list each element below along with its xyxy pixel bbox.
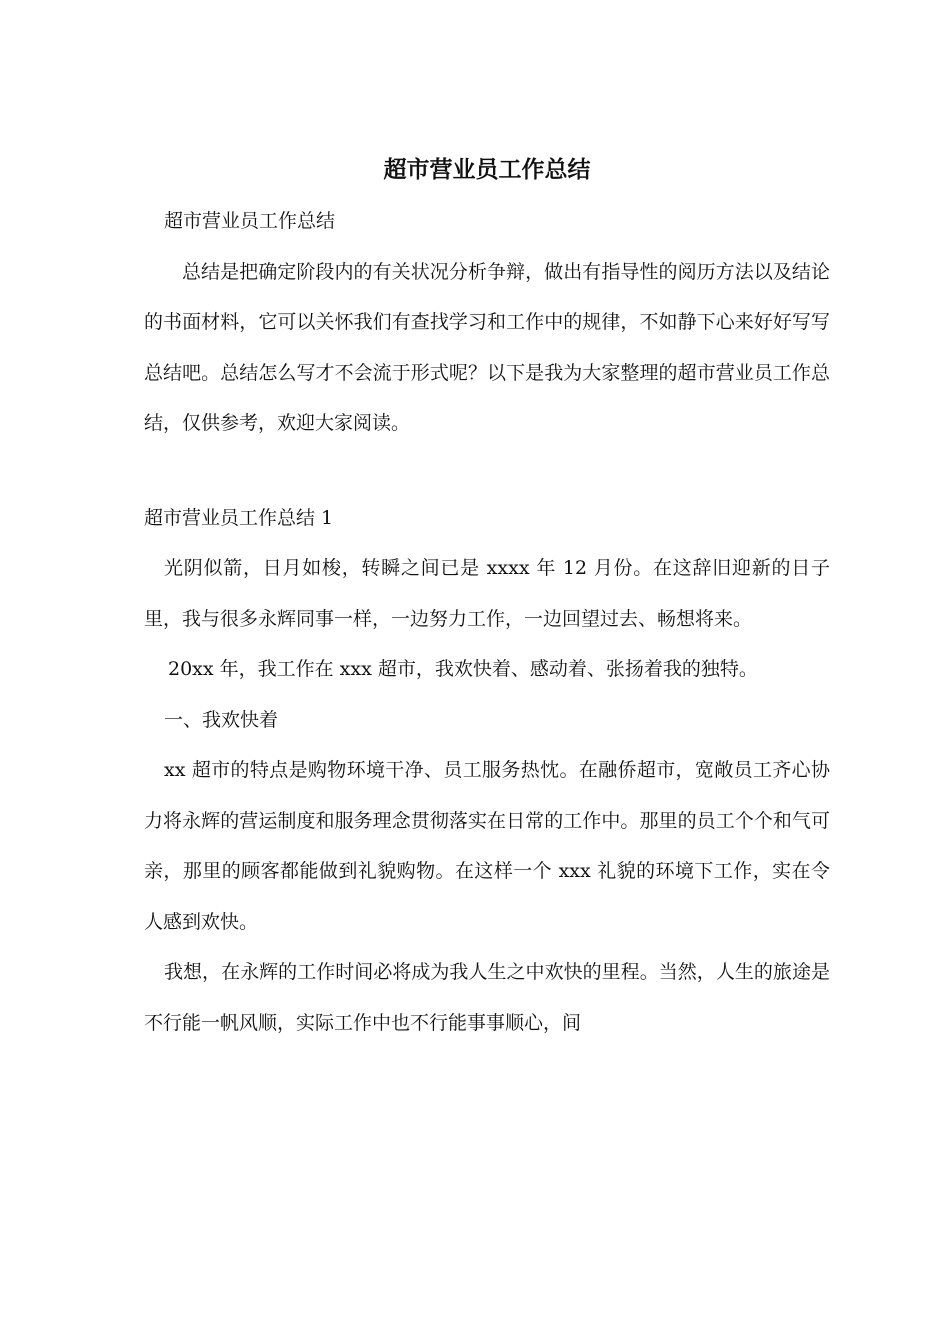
document-title: 超市营业员工作总结 [383,156,591,183]
body-paragraph-3: xx 超市的特点是购物环境干净、员工服务热忱。在融侨超市，宽敞员工齐心协力将永辉的营运制度和服务理念贯彻落实在日常的工作中。那里的员工个个和气可亲，那里的顾客都能做到礼貌购物。在这样一个 xxx 礼貌的环境下工作，实在令人感到欢快。 [144,759,830,933]
section-heading: 超市营业员工作总结 1 [144,506,334,529]
body-paragraph-1: 光阴似箭，日月如梭，转瞬之间已是 xxxx 年 12 月份。在这辞旧迎新的日子里，我与很多永辉同事一样，一边努力工作，一边回望过去、畅想将来。 [144,557,830,630]
intro-paragraph: 总结是把确定阶段内的有关状况分析争辩，做出有指导性的阅历方法以及结论的书面材料，它可以关怀我们有查找学习和工作中的规律，不如静下心来好好写写总结吧。总结怎么写才不会流于形式呢？以下是我为大家整理的超市营业员工作总结，仅供参考，欢迎大家阅读。 [144,260,830,434]
document-subtitle: 超市营业员工作总结 [164,210,336,232]
body-paragraph-2: 20xx 年，我工作在 xxx 超市，我欢快着、感动着、张扬着我的独特。 [168,658,758,680]
document-page [144,150,830,1048]
section-gap [144,449,830,493]
subsection-heading: 一、我欢快着 [164,708,279,731]
body-paragraph-4: 我想，在永辉的工作时间必将成为我人生之中欢快的里程。当然，人生的旅途是不行能一帆风顺，实际工作中也不行能事事顺心，间 [144,961,830,1034]
